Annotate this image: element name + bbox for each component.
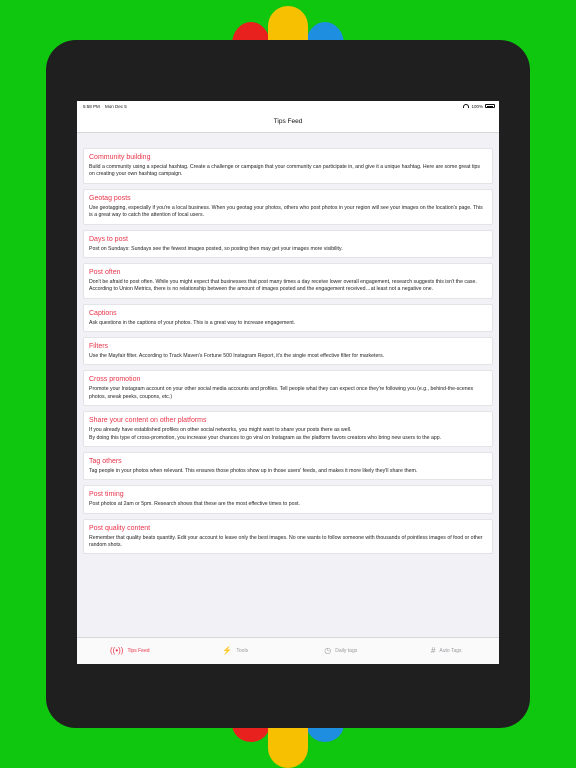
tip-title: Filters	[89, 343, 109, 350]
tip-card[interactable]	[83, 452, 493, 480]
tip-card[interactable]	[83, 370, 493, 406]
tip-title: Geotag posts	[89, 194, 131, 202]
tip-body: Ask questions in the captions of your photos. This is a great way to increase engagement.	[89, 319, 296, 326]
clock-icon: ◷	[324, 646, 332, 655]
tip-body: Remember that quality beats quantity. Edit your account to leave only the best images. No one wants to follow someone with thousands of pointless images of food or other random shots.	[89, 534, 483, 548]
tab-daily-tags[interactable]	[288, 638, 394, 664]
tip-card[interactable]	[83, 485, 493, 513]
tip-title: Captions	[89, 309, 117, 317]
tip-body: Promote your Instagram account on your other social media accounts and profiles. Tell people what they can expect once they're following you (e.g., behind-the-scenes photos, sneak peeks, coupons, etc.)	[89, 386, 474, 400]
broadcast-icon: ((•))	[109, 646, 124, 655]
tip-title: Share your content on other platforms	[89, 417, 207, 425]
home-indicator	[246, 681, 330, 684]
tab-tips-feed[interactable]	[77, 638, 183, 664]
tip-card[interactable]	[83, 519, 493, 555]
tip-card[interactable]	[83, 304, 493, 332]
tip-card[interactable]	[83, 337, 493, 365]
wifi-icon	[463, 104, 469, 108]
tab-label: Daily tags	[335, 648, 358, 654]
tip-card[interactable]	[83, 148, 493, 184]
tab-label: Tools	[236, 648, 249, 654]
tab-auto-tags[interactable]	[394, 638, 500, 664]
tip-card[interactable]	[83, 411, 493, 447]
tip-body: Use the Mayfair filter. According to Track Maven's Fortune 500 Instagram Report, it's the single most effective filter for marketers.	[89, 353, 385, 359]
tab-bar	[77, 637, 499, 664]
tab-label: Tips Feed	[127, 648, 150, 654]
tip-body: Use geotagging, especially if you're a local business. When you geotag your photos, others who post photos in your region will see your images on the location's page. This is a great way to catch the attention of local users.	[89, 204, 483, 219]
tip-body: Tag people in your photos when relevant. This ensures those photos show up in those users' feeds, and makes it more likely they'll share them.	[89, 467, 418, 474]
tip-title: Post often	[89, 268, 121, 276]
status-date: Mon Dec 5	[105, 103, 127, 109]
app-screen	[77, 101, 499, 664]
tip-title: Tag others	[89, 457, 122, 465]
battery-percent: 100%	[471, 103, 483, 109]
navigation-bar	[77, 111, 499, 133]
page-title: Tips Feed	[273, 118, 303, 125]
tip-body: Post on Sundays: Sundays see the fewest images posted, so posting then may get your images more visibility.	[89, 245, 343, 252]
tips-feed-list[interactable]	[77, 133, 499, 637]
tip-card[interactable]	[83, 263, 493, 299]
tip-body: If you already have established profiles on other social networks, you might want to share your posts there as well. By doing this type of cross-promotion, you increase your chances to go viral on Instagram as the platform favors creators who bring new users to the app.	[89, 427, 442, 441]
tip-card[interactable]	[83, 189, 493, 225]
tip-card[interactable]	[83, 230, 493, 258]
tip-title: Days to post	[89, 235, 128, 243]
battery-icon	[485, 104, 495, 108]
tip-title: Post quality content	[89, 524, 151, 532]
status-bar	[77, 101, 499, 111]
tip-title: Post timing	[89, 491, 124, 499]
bolt-icon: ⚡	[222, 646, 233, 655]
tab-tools[interactable]	[183, 638, 289, 664]
hashtag-icon: #	[430, 646, 436, 655]
tip-body: Don't be afraid to post often. While you might expect that businesses that post many times a day receive lower overall engagement, research suggests this isn't the case. According to Union Metrics, there is no relationship between the amount of images posted and the engagement received…at least not a negative one.	[89, 278, 477, 293]
tab-label: Auto Tags	[439, 648, 462, 654]
tip-title: Cross promotion	[89, 376, 141, 384]
status-time: 5:58 PM	[83, 103, 100, 109]
tip-body: Post photos at 2am or 5pm. Research shows that these are the most effective times to post.	[89, 501, 300, 508]
tip-title: Community building	[89, 154, 151, 161]
tip-body: Build a community using a special hashtag. Create a challenge or campaign that your community can participate in, and give it a unique hashtag. Here are some great tips on creating your own hashtag campaign.	[89, 164, 481, 178]
